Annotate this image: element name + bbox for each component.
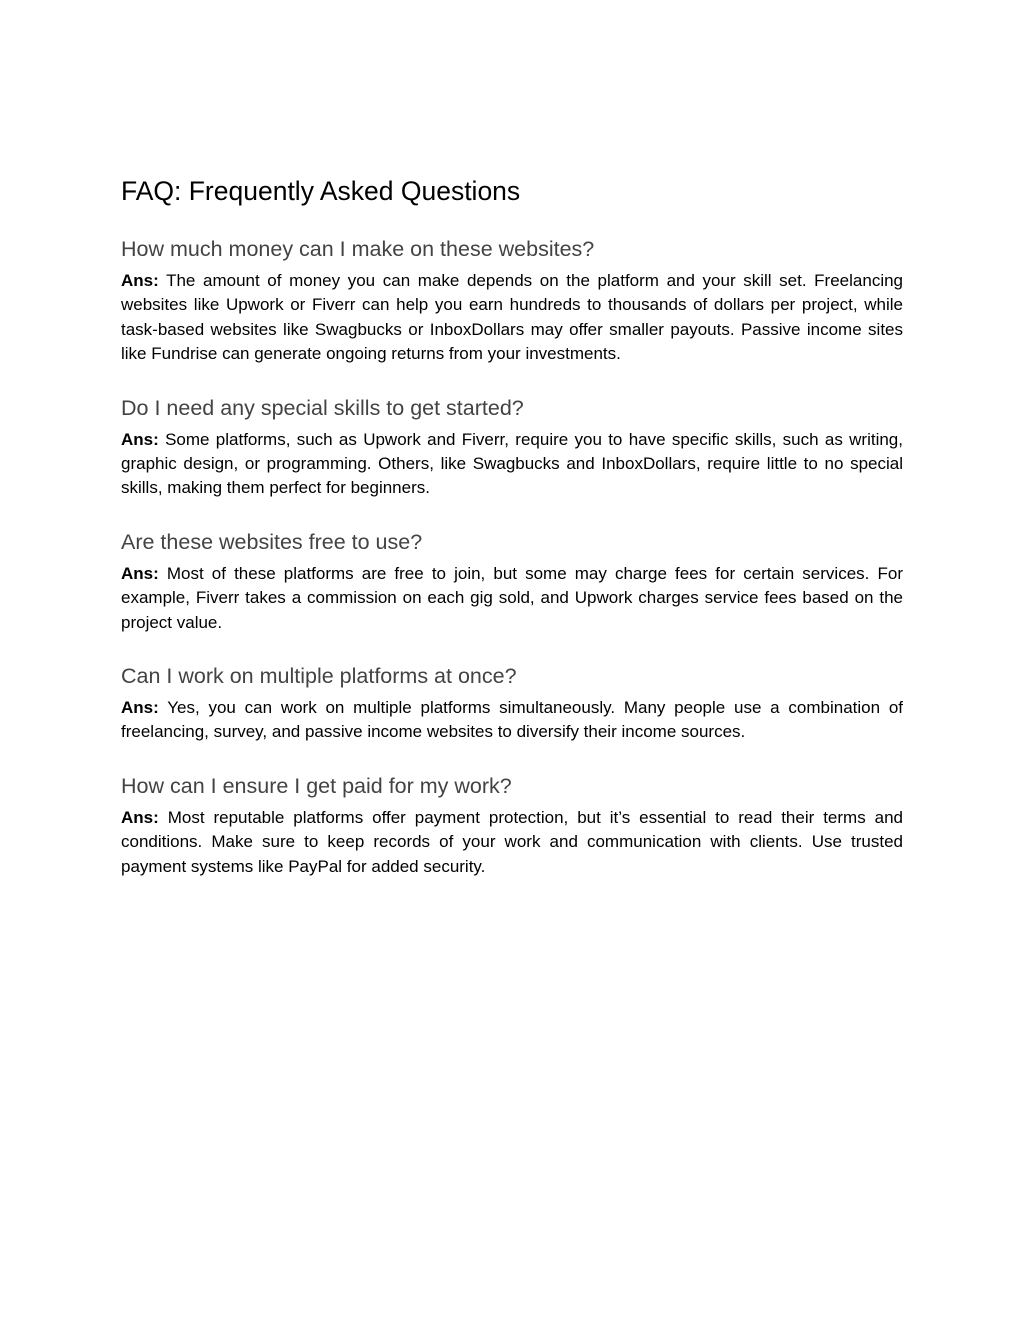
answer-text: The amount of money you can make depends on the platform and your skill set. Freelancing websites like Upwork or Fiverr can help you earn hundreds to thousands of dollars per project, while task-based websites like Swagbucks or InboxDollars may offer smaller payouts. Passive income sites like Fundrise can generate ongoing returns from your investments. (121, 271, 903, 364)
faq-answer (121, 696, 903, 745)
answer-label: Ans: (121, 563, 159, 583)
faq-item (121, 771, 903, 879)
page-title: FAQ: Frequently Asked Questions (121, 176, 521, 206)
faq-item (121, 234, 903, 367)
faq-item (121, 527, 903, 635)
faq-question: How can I ensure I get paid for my work? (121, 773, 512, 798)
answer-text: Yes, you can work on multiple platforms simultaneously. Many people use a combination of freelancing, survey, and passive income websites to diversify their income sources. (121, 698, 903, 742)
answer-text: Most of these platforms are free to join, but some may charge fees for certain services. For example, Fiverr takes a commission on each gig sold, and Upwork charges service fees based on the project value. (121, 563, 903, 632)
faq-question: How much money can I make on these websites? (121, 237, 595, 261)
answer-label: Ans: (121, 429, 159, 449)
faq-list (121, 234, 903, 879)
faq-answer (121, 269, 903, 367)
answer-text: Some platforms, such as Upwork and Fiverr, require you to have specific skills, such as writing, graphic design, or programming. Others, like Swagbucks and InboxDollars, require little to no special skills, making them perfect for beginners. (121, 429, 903, 498)
faq-answer (121, 428, 903, 501)
document-page (121, 174, 903, 879)
faq-answer (121, 562, 903, 635)
faq-question: Do I need any special skills to get started? (121, 395, 524, 420)
faq-item (121, 393, 903, 501)
faq-question: Are these websites free to use? (121, 529, 423, 554)
faq-item (121, 661, 903, 745)
faq-answer (121, 806, 903, 879)
answer-label: Ans: (121, 271, 159, 290)
faq-question: Can I work on multiple platforms at once? (121, 664, 517, 689)
answer-label: Ans: (121, 807, 159, 827)
answer-text: Most reputable platforms offer payment protection, but it’s essential to read their terms and conditions. Make sure to keep records of your work and communication with clients. Use trusted payment systems like PayPal for added security. (121, 807, 903, 876)
answer-label: Ans: (121, 698, 159, 718)
